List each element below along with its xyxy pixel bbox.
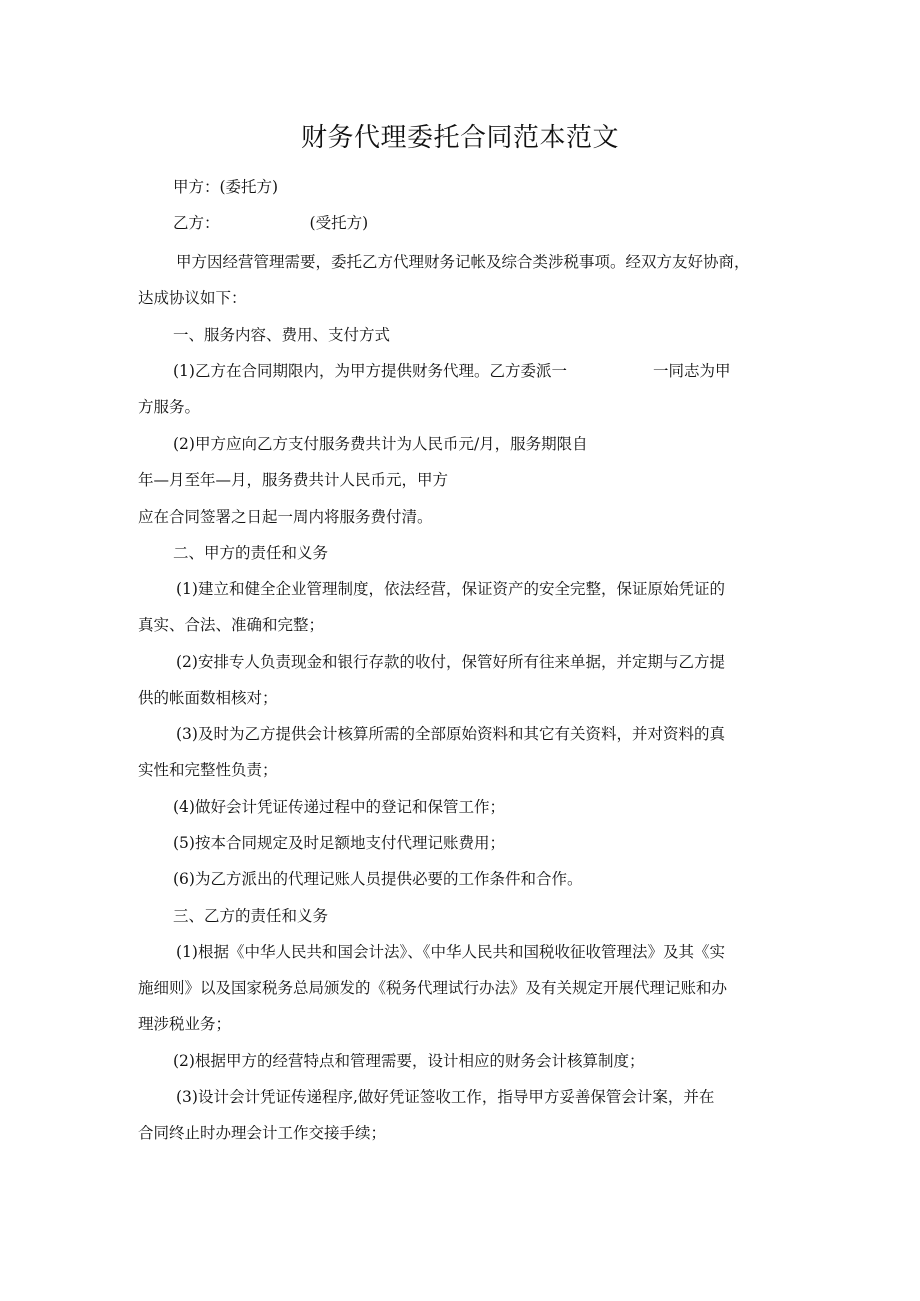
- party-b-line: [173, 213, 368, 233]
- party-b-label: 乙方：: [173, 214, 220, 232]
- party-a-line: 甲方：(委托方): [173, 178, 279, 196]
- s2-item1-line-b: 真实、合法、准确和完整；: [138, 616, 325, 634]
- s1-item1-text-a: (1)乙方在合同期限内，为甲方提供财务代理。乙方委派一: [173, 362, 567, 380]
- section-1-heading: 一、服务内容、费用、支付方式: [173, 326, 391, 344]
- s1-item2-line-a: (2)甲方应向乙方支付服务费共计为人民币元/月，服务期限自: [173, 435, 588, 453]
- s1-item1-line-c: 方服务。: [138, 398, 201, 416]
- s1-item1-text-b: 一同志为甲: [652, 362, 731, 380]
- party-b-role: (受托方): [309, 214, 369, 232]
- s3-item1-line-b: 施细则》以及国家税务总局颁发的《税务代理试行办法》及有关规定开展代理记账和办: [138, 979, 728, 997]
- s2-item1-line-a: (1)建立和健全企业管理制度，依法经营，保证资产的安全完整，保证原始凭证的: [176, 580, 725, 598]
- s1-item2-line-c: 应在合同签署之日起一周内将服务费付清。: [138, 508, 433, 526]
- section-2-heading: 二、甲方的责任和义务: [173, 544, 329, 562]
- intro-line-2: 达成协议如下：: [138, 289, 247, 307]
- s2-item2-line-b: 供的帐面数相核对；: [138, 689, 278, 707]
- s2-item4: (4)做好会计凭证传递过程中的登记和保管工作；: [173, 798, 505, 816]
- s3-item3-line-b: 合同终止时办理会计工作交接手续；: [138, 1124, 387, 1142]
- intro-line-1: 甲方因经营管理需要，委托乙方代理财务记帐及综合类涉税事项。经双方友好协商，: [176, 253, 750, 271]
- section-3-heading: 三、乙方的责任和义务: [173, 907, 329, 925]
- s1-item2-line-b: 年—月至年—月，服务费共计人民币元，甲方: [138, 471, 449, 489]
- s3-item3-line-a: (3)设计会计凭证传递程序,做好凭证签收工作，指导甲方妥善保管会计案，并在: [176, 1088, 715, 1106]
- s2-item3-line-a: (3)及时为乙方提供会计核算所需的全部原始资料和其它有关资料，并对资料的真: [176, 725, 725, 743]
- s3-item2: (2)根据甲方的经营特点和管理需要，设计相应的财务会计核算制度；: [173, 1052, 645, 1070]
- s2-item2-line-a: (2)安排专人负责现金和银行存款的收付，保管好所有往来单据，并定期与乙方提: [176, 653, 725, 671]
- document-title: 财务代理委托合同范本范文: [300, 123, 619, 153]
- s2-item5: (5)按本合同规定及时足额地支付代理记账费用；: [173, 834, 505, 852]
- s1-item1-line-a: [173, 361, 730, 381]
- s2-item6: (6)为乙方派出的代理记账人员提供必要的工作条件和合作。: [173, 870, 583, 888]
- s3-item1-line-a: (1)根据《中华人民共和国会计法》、《中华人民共和国税收征收管理法》及其《实: [176, 943, 725, 961]
- s3-item1-line-c: 理涉税业务；: [138, 1015, 232, 1033]
- s2-item3-line-b: 实性和完整性负责；: [138, 761, 278, 779]
